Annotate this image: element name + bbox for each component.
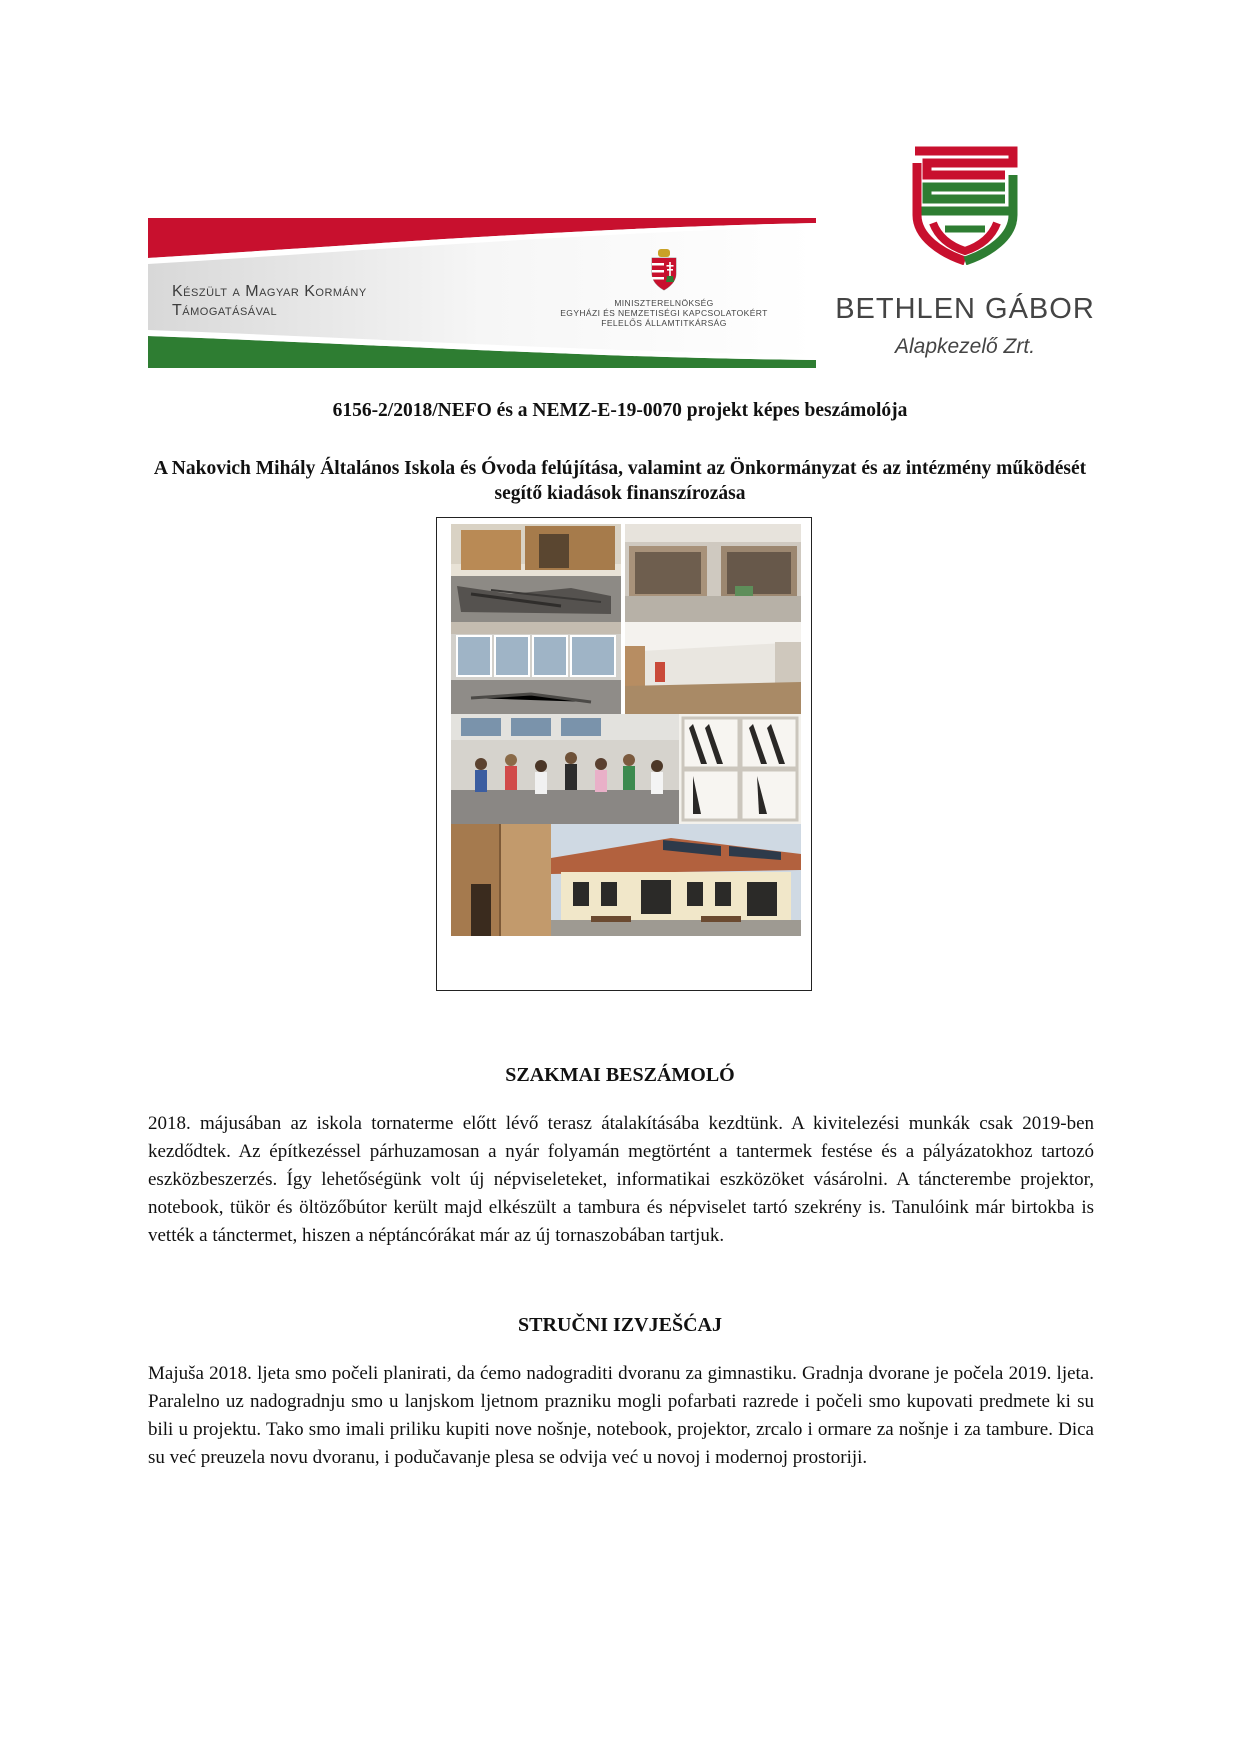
- logo-name: BETHLEN GÁBOR: [835, 293, 1095, 325]
- bethlen-gabor-emblem-icon: [905, 145, 1025, 265]
- photo-windows-interior: [451, 622, 621, 714]
- photo-children-dancing: [451, 714, 679, 824]
- banner-caption: [172, 282, 367, 320]
- photo-construction-site: [451, 524, 621, 622]
- section-text-hu: 2018. májusában az iskola tornaterme előtt lévő terasz átalakításába kezdtünk. A kivitelezési munkák csak 2019-ben kezdődtek. Az építkezéssel párhuzamosan a nyár folyamán megtörtént a tantermek festése és a pályázatokhoz tartozó eszközbeszerzés. Így lehetőségünk volt új népviseleteket, informatikai eszközöket vásárolni. A táncterembe projektor, notebook, tükör és öltözőbútor került majd elkészült a tambura és népviselet tartó szekrény is. Tanulóink már birtokba is vették a tánctermet, hiszen a néptáncórákat már az új tornaszobában tartjuk.: [148, 1113, 1094, 1246]
- ministry-mark: [544, 248, 784, 328]
- photo-wardrobe-cabinet: [679, 714, 801, 824]
- photo-renovated-building: [551, 824, 801, 936]
- banner-line-2: Támogatásával: [172, 302, 278, 319]
- photo-collage: [436, 517, 812, 991]
- ministry-line-2: EGYHÁZI ÉS NEMZETISÉGI KAPCSOLATOKÉRT: [560, 308, 768, 318]
- ministry-line-3: FELELŐS ÁLLAMTITKÁRSÁG: [601, 318, 727, 328]
- photo-gym-shell: [625, 524, 801, 622]
- photo-wood-panels: [451, 824, 551, 936]
- banner-line-1: Készült a Magyar Kormány: [172, 283, 367, 300]
- project-reference: 6156-2/2018/NEFO és a NEMZ-E-19-0070 projekt képes beszámolója: [332, 400, 908, 421]
- project-title: A Nakovich Mihály Általános Iskola és Óvoda felújítása, valamint az Önkormányzat és az intézmény működését segítő kiadások finanszírozása: [153, 458, 1087, 504]
- government-support-banner: [148, 218, 816, 368]
- section-text-hr: Majuša 2018. ljeta smo počeli planirati, da ćemo nadograditi dvoranu za gimnastiku. Gradnja dvorane je počela 2019. ljeta. Paralelno uz nadogradnju smo u lanjskom ljetnom prazniku mogli pofarbati razrede i počeli smo kupovati predmete ki su bili u projektu. Tako smo imali priliku kupiti nove nošnje, notebook, projektor, zrcalo i ormare za nošnje i za tambure. Dica su već preuzela novu dvoranu, i podučavanje plesa se odvija već u novoj i modernoj prostoriji.: [148, 1363, 1094, 1468]
- section-heading-hr: STRUČNI IZVJEŠĆAJ: [518, 1314, 722, 1336]
- section-heading-hu: SZAKMAI BESZÁMOLÓ: [505, 1064, 735, 1086]
- photo-dance-hall: [625, 622, 801, 714]
- bethlen-gabor-logo: [835, 145, 1095, 375]
- ministry-line-1: MINISZTERELNÖKSÉG: [614, 298, 714, 308]
- logo-subtitle: Alapkezelő Zrt.: [894, 335, 1036, 358]
- hungarian-coat-of-arms-icon: [649, 248, 679, 292]
